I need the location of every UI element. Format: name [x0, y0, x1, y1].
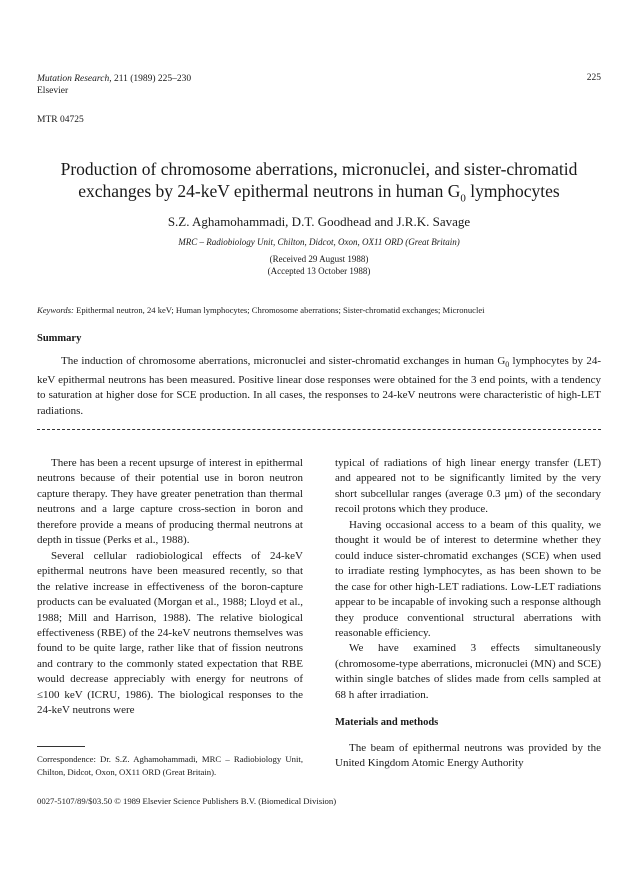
article-title	[37, 158, 601, 210]
manuscript-code: MTR 04725	[37, 115, 84, 125]
journal-name: Mutation Research,	[37, 74, 112, 84]
title-line-1: Production of chromosome aberrations, micronuclei, and sister-chromatid	[60, 159, 578, 179]
left-column	[37, 456, 303, 719]
summary-heading: Summary	[37, 333, 82, 344]
title-line-2-text: exchanges by 24-keV epithermal neutrons in human G	[78, 181, 461, 201]
summary-subscript: 0	[505, 360, 510, 370]
summary-text	[37, 354, 601, 419]
title-subscript: 0	[460, 192, 466, 205]
paragraph: The beam of epithermal neutrons was provided by the United Kingdom Atomic Energy Authority	[335, 741, 601, 770]
authors: S.Z. Aghamohammadi, D.T. Goodhead and J.R.K. Savage	[167, 214, 471, 229]
paragraph: Having occasional access to a beam of this quality, we thought it would be of interest to determine whether they could induce sister-chromatid exchanges (SCE) when used to irradiate resting lymphocytes, as has been shown to be the case for other high-LET radiations. Low-LET radiations appear to be incapable of invoking such a response although they produce conventional structural aberrations with reasonable efficiency.	[335, 518, 601, 639]
section-heading-methods: Materials and methods	[335, 717, 439, 729]
paragraph: Several cellular radiobiological effects of 24-keV epithermal neutrons have been measured recently, so that the relative increase in effectiveness of the boron-capture products can be evaluated (Morgan et al., 1988; Lloyd et al., 1988; Mill and Harrison, 1988). The relative biological effectiveness (RBE) of the 24-keV neutrons themselves was found to be quite large, rather like that of fission neutrons and contrary to the commonly stated expectation that RBE would decrease appreciably with energy for neutrons of ≤100 keV (ICRU, 1986). The biological responses to the 24-keV neutrons were	[37, 549, 303, 717]
affiliation: MRC – Radiobiology Unit, Chilton, Didcot, Oxon, OX11 ORD (Great Britain)	[178, 237, 460, 247]
journal-citation	[37, 73, 191, 85]
title-line-2-end: lymphocytes	[465, 181, 560, 201]
received-date: (Received 29 August 1988)	[269, 254, 369, 264]
title-line-2	[37, 180, 601, 210]
keywords	[37, 304, 601, 316]
right-column	[335, 456, 601, 772]
keywords-label: Keywords:	[37, 305, 74, 315]
summary-text-end: lymphocytes by 24-keV epithermal neutrons has been measured. Positive linear dose responses were obtained for the 3 end points, with a tendency to saturation at higher dose for SCE production. In all cases, the responses to 24-keV neutrons were characteristic of high-LET radiations.	[37, 355, 601, 417]
paragraph: We have examined 3 effects simultaneously (chromosome-type aberrations, micronuclei (MN) and SCE) within single batches of slides made from cells sampled at 68 h after irradiation.	[335, 642, 601, 701]
footnote-divider	[37, 746, 85, 747]
keywords-text: Epithermal neutron, 24 keV; Human lymphocytes; Chromosome aberrations; Sister-chromatid exchanges; Micronuclei	[73, 305, 485, 315]
correspondence-footnote: Correspondence: Dr. S.Z. Aghamohammadi, MRC – Radiobiology Unit, Chilton, Didcot, Oxon, OX11 ORD (Great Britain).	[37, 754, 303, 777]
paragraph: typical of radiations of high linear energy transfer (LET) and appeared not to be significantly limited by the very short subcellular ranges (average 0.3 μm) of the secondary recoil protons which they produce.	[335, 457, 601, 516]
publisher: Elsevier	[37, 86, 69, 96]
summary-divider	[37, 429, 601, 430]
page-number: 225	[586, 73, 601, 83]
copyright-line: 0027-5107/89/$03.50 © 1989 Elsevier Science Publishers B.V. (Biomedical Division)	[37, 796, 337, 806]
summary-text-start: The induction of chromosome aberrations, micronuclei and sister-chromatid exchanges in human G	[61, 355, 506, 367]
accepted-date: (Accepted 13 October 1988)	[267, 266, 371, 276]
paragraph: There has been a recent upsurge of interest in epithermal neutrons because of their potential use in boron neutron capture therapy. They have greater penetration than thermal neutrons and a large capture cross-section in boron and therefore provide a means of producing thermal neutrons at depth in tissue (Perks et al., 1988).	[37, 457, 303, 547]
journal-reference: 211 (1989) 225–230	[111, 74, 192, 84]
